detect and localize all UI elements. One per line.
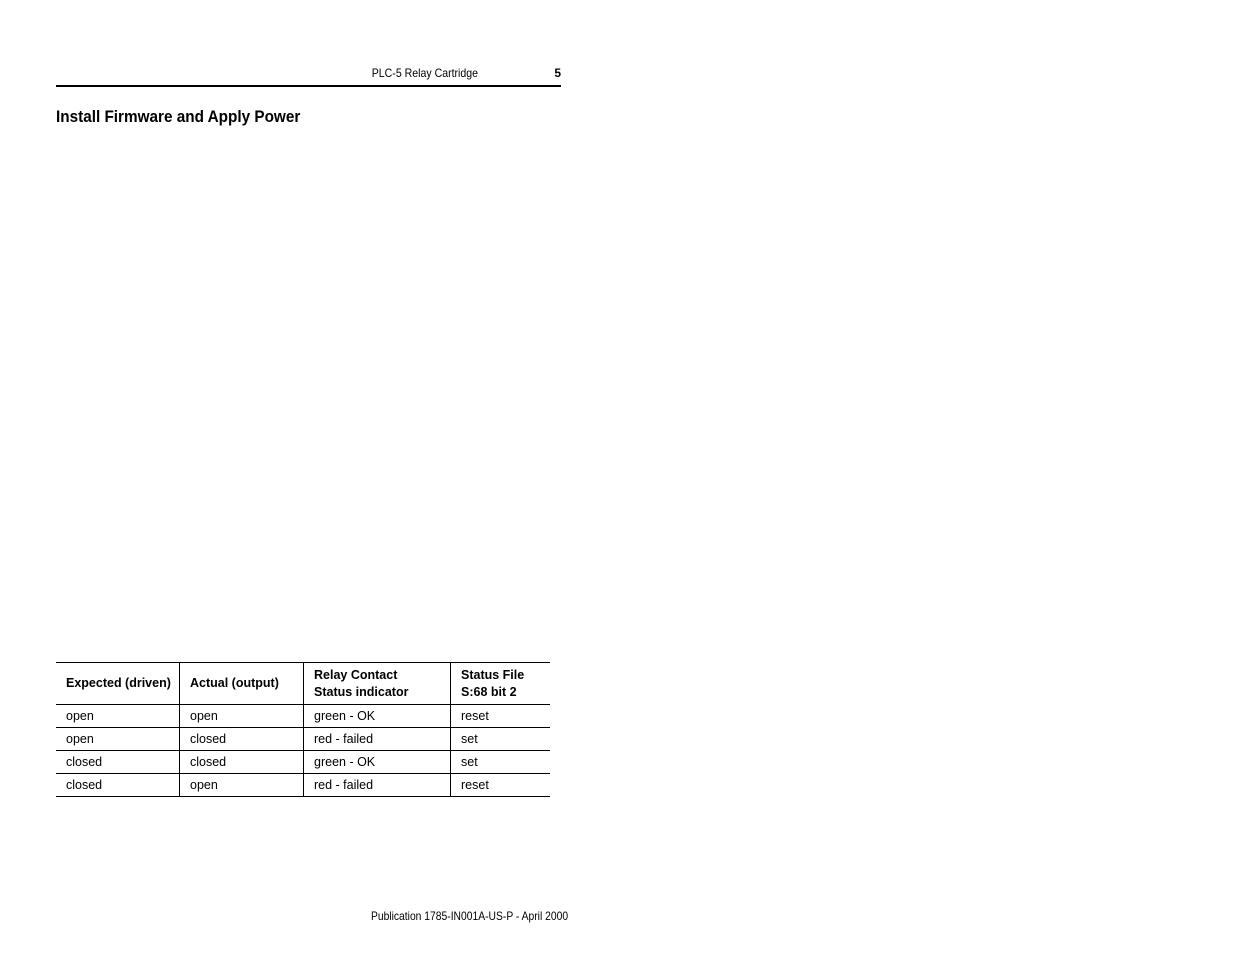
cell-status-bit: reset bbox=[451, 705, 551, 728]
cell-expected: closed bbox=[56, 751, 180, 774]
cell-status-bit: set bbox=[451, 728, 551, 751]
table-row bbox=[56, 751, 550, 774]
column-header-expected: Expected (driven) bbox=[56, 663, 180, 705]
page-number: 5 bbox=[554, 66, 561, 80]
publication-footer: Publication 1785-IN001A-US-P - April 2000 bbox=[370, 909, 569, 923]
cell-expected: open bbox=[56, 728, 180, 751]
cell-expected: open bbox=[56, 705, 180, 728]
column-header-relay-contact: Relay Contact Status indicator bbox=[304, 663, 451, 705]
cell-actual: closed bbox=[180, 728, 304, 751]
table-row bbox=[56, 705, 550, 728]
cell-status-bit: reset bbox=[451, 774, 551, 797]
column-header-actual: Actual (output) bbox=[180, 663, 304, 705]
cell-indicator: green - OK bbox=[304, 705, 451, 728]
column-header-status-file: Status File S:68 bit 2 bbox=[451, 663, 551, 705]
cell-indicator: red - failed bbox=[304, 774, 451, 797]
cell-actual: open bbox=[180, 774, 304, 797]
header-divider bbox=[56, 85, 561, 87]
relay-status-table bbox=[56, 662, 550, 797]
section-title: Install Firmware and Apply Power bbox=[56, 107, 301, 126]
cell-actual: closed bbox=[180, 751, 304, 774]
cell-indicator: green - OK bbox=[304, 751, 451, 774]
cell-expected: closed bbox=[56, 774, 180, 797]
cell-status-bit: set bbox=[451, 751, 551, 774]
cell-indicator: red - failed bbox=[304, 728, 451, 751]
cell-actual: open bbox=[180, 705, 304, 728]
running-header: PLC-5 Relay Cartridge bbox=[371, 66, 478, 80]
table-header-row bbox=[56, 663, 550, 705]
table-row bbox=[56, 774, 550, 797]
table-row bbox=[56, 728, 550, 751]
